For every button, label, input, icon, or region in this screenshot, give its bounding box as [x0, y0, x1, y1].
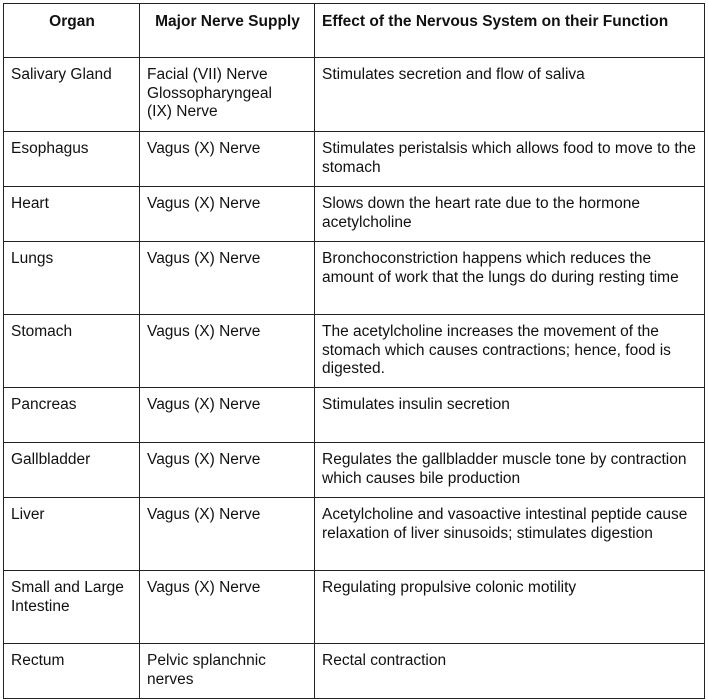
effect-cell: Slows down the heart rate due to the hormone acetylcholine [315, 187, 705, 242]
organ-cell: Lungs [4, 242, 140, 315]
nerve-cell: Vagus (X) Nerve [140, 187, 315, 242]
header-effect: Effect of the Nervous System on their Function [315, 4, 705, 58]
nerve-cell: Vagus (X) Nerve [140, 132, 315, 187]
table-row [4, 187, 705, 242]
nerve-cell: Facial (VII) Nerve Glossopharyngeal (IX) Nerve [140, 58, 315, 132]
effect-cell: Stimulates peristalsis which allows food to move to the stomach [315, 132, 705, 187]
table-row [4, 242, 705, 315]
organ-cell: Gallbladder [4, 443, 140, 498]
nerve-cell: Vagus (X) Nerve [140, 242, 315, 315]
nerve-supply-table [3, 3, 705, 699]
organ-cell: Pancreas [4, 388, 140, 443]
effect-cell: Rectal contraction [315, 644, 705, 699]
nerve-cell: Vagus (X) Nerve [140, 443, 315, 498]
table-row [4, 388, 705, 443]
table-row [4, 58, 705, 132]
organ-cell: Rectum [4, 644, 140, 699]
organ-cell: Liver [4, 498, 140, 571]
table-row [4, 644, 705, 699]
table-row [4, 443, 705, 498]
effect-cell: Regulating propulsive colonic motility [315, 571, 705, 644]
nerve-cell: Vagus (X) Nerve [140, 498, 315, 571]
effect-cell: The acetylcholine increases the movement of the stomach which causes contractions; hence, food is digested. [315, 315, 705, 388]
organ-cell: Salivary Gland [4, 58, 140, 132]
table-row [4, 315, 705, 388]
effect-cell: Regulates the gallbladder muscle tone by contraction which causes bile production [315, 443, 705, 498]
organ-cell: Heart [4, 187, 140, 242]
nerve-cell: Vagus (X) Nerve [140, 388, 315, 443]
header-organ: Organ [4, 4, 140, 58]
header-major-nerve-supply: Major Nerve Supply [140, 4, 315, 58]
table-header-row [4, 4, 705, 58]
table-row [4, 132, 705, 187]
organ-cell: Stomach [4, 315, 140, 388]
nerve-cell: Pelvic splanchnic nerves [140, 644, 315, 699]
table-row [4, 571, 705, 644]
organ-cell: Esophagus [4, 132, 140, 187]
nerve-cell: Vagus (X) Nerve [140, 315, 315, 388]
nerve-cell: Vagus (X) Nerve [140, 571, 315, 644]
organ-cell: Small and Large Intestine [4, 571, 140, 644]
effect-cell: Bronchoconstriction happens which reduces the amount of work that the lungs do during resting time [315, 242, 705, 315]
effect-cell: Stimulates insulin secretion [315, 388, 705, 443]
effect-cell: Acetylcholine and vasoactive intestinal peptide cause relaxation of liver sinusoids; stimulates digestion [315, 498, 705, 571]
table-row [4, 498, 705, 571]
effect-cell: Stimulates secretion and flow of saliva [315, 58, 705, 132]
